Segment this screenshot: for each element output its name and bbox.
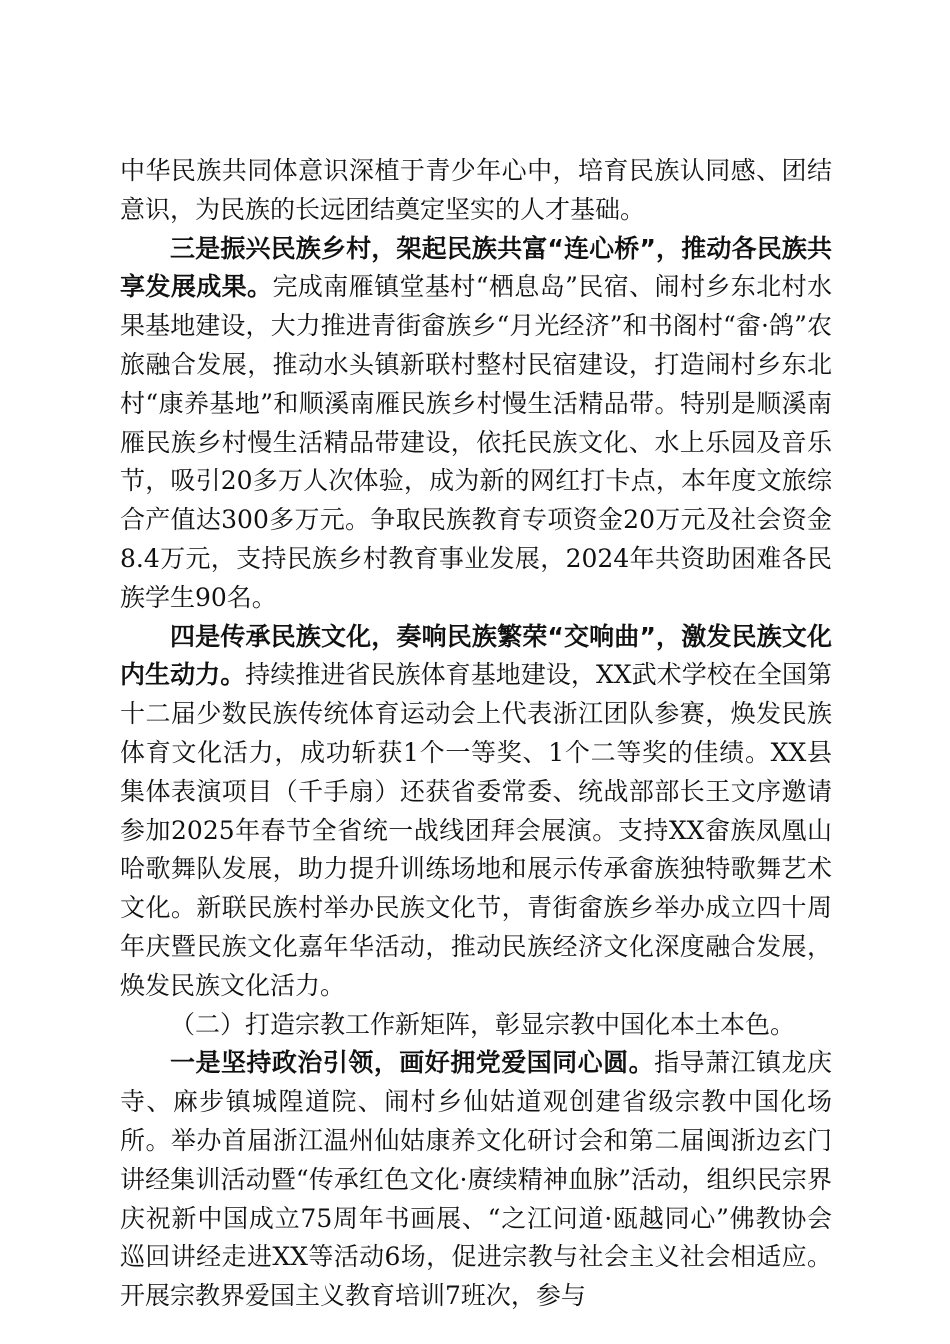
paragraph-culture-heritage [120,618,832,1006]
paragraph-continuation [120,152,832,230]
paragraph-text: 持续推进省民族体育基地建设，XX武术学校在全国第十二届少数民族传统体育运动会上代表浙江团队参赛，焕发民族体育文化活力，成功斩获1个一等奖、1个二等奖的佳绩。XX县集体表演项目（千手扇）还获省委常委、统战部部长王文序邀请参加2025年春节全省统一战线团拜会展演。支持XX畲族凤凰山哈歌舞队发展，助力提升训练场地和展示传承畲族独特歌舞艺术文化。新联民族村举办民族文化节，青街畲族乡举办成立四十周年庆暨民族文化嘉年华活动，推动民族经济文化深度融合发展，焕发民族文化活力。 [120,660,832,1000]
document-page [120,152,832,1316]
paragraph-rural-revitalization [120,230,832,618]
paragraph-text: 指导萧江镇龙庆寺、麻步镇城隍道院、闹村乡仙姑道观创建省级宗教中国化场所。举办首届浙江温州仙姑康养文化研讨会和第二届闽浙边玄门讲经集训活动暨“传承红色文化·赓续精神血脉”活动，组织民宗界庆祝新中国成立75周年书画展、“之江问道·瓯越同心”佛教协会巡回讲经走进XX等活动6场，促进宗教与社会主义社会相适应。开展宗教界爱国主义教育培训7班次，参与 [120,1048,832,1311]
paragraph-text: 中华民族共同体意识深植于青少年心中，培育民族认同感、团结意识，为民族的长远团结奠定坚实的人才基础。 [120,156,832,224]
paragraph-lead-heading: 四是传承民族文化，奏响民族繁荣“交响曲”，激发民族文化内生动力。 [120,621,832,690]
paragraph-lead-heading: 三是振兴民族乡村，架起民族共富“连心桥”，推动各民族共享发展成果。 [120,233,832,302]
section-heading-text: （二）打造宗教工作新矩阵，彰显宗教中国化本土本色。 [170,1009,796,1039]
paragraph-lead-heading: 一是坚持政治引领，画好拥党爱国同心圆。 [170,1048,655,1078]
section-heading-religion [120,1006,832,1045]
paragraph-text: 完成南雁镇堂基村“栖息岛”民宿、闹村乡东北村水果基地建设，大力推进青街畲族乡“月光经济”和书阁村“畲·鸽”农旅融合发展，推动水头镇新联村整村民宿建设，打造闹村乡东北村“康养基地”和顺溪南雁民族乡村慢生活精品带。特别是顺溪南雁民族乡村慢生活精品带建设，依托民族文化、水上乐园及音乐节，吸引20多万人次体验，成为新的网红打卡点，本年度文旅综合产值达300多万元。争取民族教育专项资金20万元及社会资金8.4万元，支持民族乡村教育事业发展，2024年共资助困难各民族学生90名。 [120,272,832,612]
paragraph-political-guidance [120,1044,832,1316]
